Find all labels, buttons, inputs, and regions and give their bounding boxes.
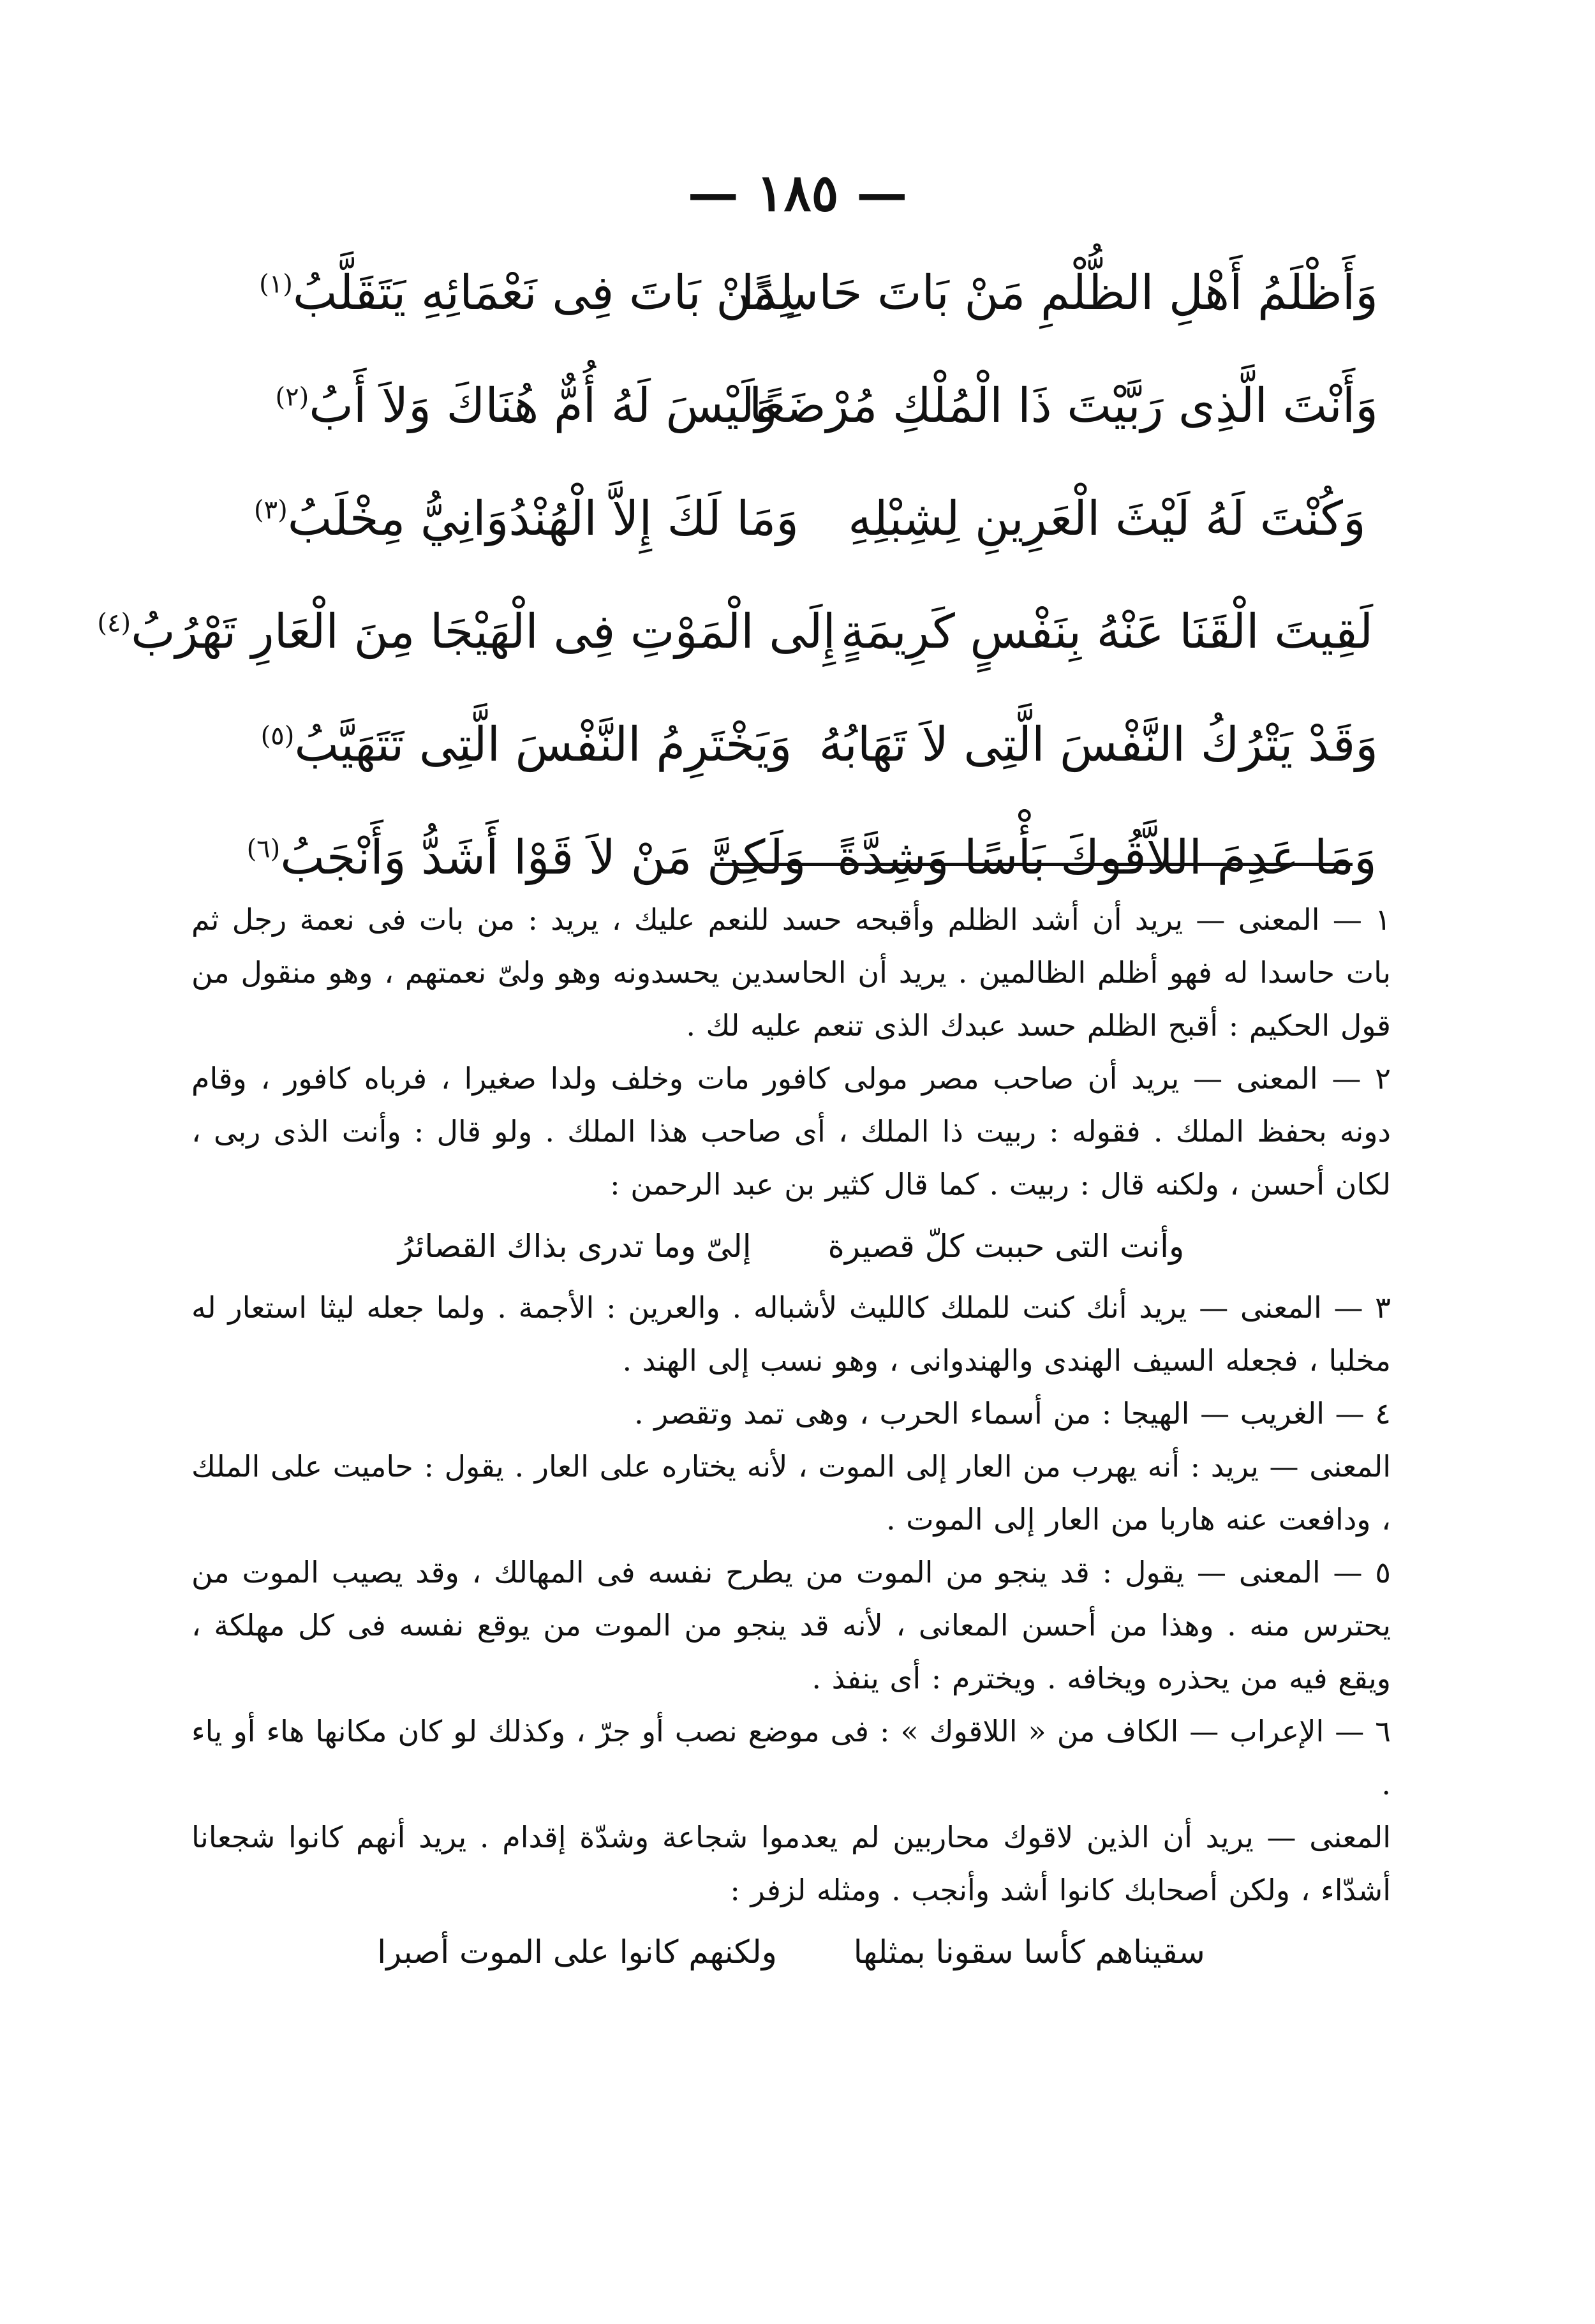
page-number: — ١٨٥ — (687, 163, 908, 223)
footnote-5: ٥ — المعنى — يقول : قد ينجو من الموت من يطرح نفسه فى المهالك ، وقد يصيب الموت من يحترس منه . وهذا من أحسن المعانى ، لأنه قد ينجو من الموت من يوقع نفسه فى كل مهلكة ، ويقع فيه من يحذره ويخافه . ويخترم : أى ينفذ . (191, 1555, 1391, 1695)
verse-6-second-text: وَلَكِنَّ مَنْ لاَ قَوْا أَشَدُّ وَأَنْجَبُ (280, 830, 806, 885)
footnotes (191, 893, 1391, 1987)
verse-4-second-hemistich (97, 604, 836, 659)
footnote-6-quote-second: ولكنهم كانوا على الموت أصبرا (377, 1933, 777, 1970)
footnote-marker-4: (٤) (97, 607, 131, 637)
footnote-6-quote (191, 1917, 1391, 1987)
footnote-2-quote-second: إلىّ وما تدرى بذاك القصائرُ (397, 1228, 752, 1265)
footnote-3: ٣ — المعنى — يريد أنك كنت للملك كالليث لأشباله . والعرين : الأجمة . ولما جعله ليثا استعار له مخلبا ، فجعله السيف الهندى والهندوانى ، وهو نسب إلى الهند . (191, 1290, 1391, 1378)
verse-6-first-hemistich: وَمَا عَدِمَ اللاَّقُوكَ بَأْسًا وَشِدَّةً (837, 830, 1377, 885)
poem-verses (97, 236, 1378, 914)
verse-1-first-hemistich: وَأَظْلَمُ أَهْلِ الظُّلْمِ مَنْ بَاتَ حَاسِدًا (741, 265, 1378, 320)
footnote-divider (715, 863, 1353, 866)
footnote-marker-2: (٢) (275, 382, 309, 412)
verse-1 (217, 236, 1378, 349)
footnote-6-quote-first: سقيناهم كأسا سقونا بمثلها (853, 1933, 1205, 1970)
footnote-marker-5: (٥) (260, 720, 295, 750)
footnote-4-gloss: ٤ — الغريب — الهيجا : من أسماء الحرب ، وهى تمد وتقصر . (634, 1396, 1391, 1431)
verse-4-second-text: إِلَى الْمَوْتِ فِى الْهَيْجَا مِنَ الْعَارِ تَهْرُبُ (131, 604, 836, 659)
footnote-marker-3: (٣) (254, 495, 288, 525)
verse-5 (217, 688, 1378, 801)
verse-5-second-hemistich (217, 717, 836, 772)
footnote-4-meaning: المعنى — يريد : أنه يهرب من العار إلى الموت ، لأنه يختاره على العار . يقول : حاميت على الملك ، ودافعت عنه هاربا من العار إلى الموت . (191, 1449, 1391, 1537)
verse-4 (97, 575, 1378, 688)
footnote-marker-1: (١) (259, 269, 293, 299)
verse-3 (217, 462, 1378, 575)
verse-1-second-text: لِمَنْ بَاتَ فِى نَعْمَائِهِ يَتَقَلَّبُ (292, 265, 794, 320)
footnote-1: ١ — المعنى — يريد أن أشد الظلم وأقبحه حسد للنعم عليك ، يريد : من بات فى نعمة رجل ثم بات حاسدا له فهو أظلم الظالمين . يريد أن الحاسدين يحسدونه وهو ولىّ نعمتهم ، وهو منقول من قول الحكيم : أقبح الظلم حسد عبدك الذى تنعم عليه لك . (191, 902, 1391, 1043)
verse-2 (217, 349, 1378, 462)
footnote-6-meaning: المعنى — يريد أن الذين لاقوك محاربين لم يعدموا شجاعة وشدّة إقدام . يريد أنهم كانوا شجعانا أشدّاء ، ولكن أصحابك كانوا أشد وأنجب . ومثله لزفر : (191, 1820, 1391, 1907)
footnote-2-quote (191, 1211, 1391, 1281)
verse-2-second-hemistich (217, 378, 836, 433)
verse-5-first-hemistich: وَقَدْ يَتْرُكُ النَّفْسَ الَّتِى لاَ تَهَابُهُ (819, 717, 1378, 772)
verse-3-second-hemistich (217, 491, 836, 546)
verse-6-second-hemistich (217, 830, 836, 885)
verse-4-first-hemistich: لَقِيتَ الْقَنَا عَنْهُ بِنَفْسٍ كَرِيمَةٍ (840, 604, 1374, 659)
verse-5-second-text: وَيَخْتَرِمُ النَّفْسَ الَّتِى تَتَهَيَّبُ (294, 717, 792, 772)
footnote-2-quote-first: وأنت التى حببت كلّ قصيرة (827, 1228, 1185, 1265)
footnote-2: ٢ — المعنى — يريد أن صاحب مصر مولى كافور مات وخلف ولدا صغيرا ، فرباه كافور ، وقام دونه بحفظ الملك . فقوله : ربيت ذا الملك ، أى صاحب هذا الملك . ولو قال : وأنت الذى ربى ، لكان أحسن ، ولكنه قال : ربيت . كما قال كثير بن عبد الرحمن : (191, 1061, 1391, 1202)
footnote-marker-6: (٦) (246, 833, 281, 863)
footnote-6-grammar: ٦ — الإعراب — الكاف من « اللاقوك » : فى موضع نصب أو جرّ ، وكذلك لو كان مكانها هاء أو ياء . (191, 1714, 1391, 1801)
verse-2-second-text: وَلَيْسَ لَهُ أُمٌّ هُنَاكَ وَلاَ أَبُ (309, 378, 778, 433)
verse-2-first-hemistich: وَأَنْتَ الَّذِى رَبَّيْتَ ذَا الْمُلْكِ مُرْضَعًا (748, 378, 1378, 433)
verse-1-second-hemistich (217, 265, 836, 320)
verse-3-second-text: وَمَا لَكَ إِلاَّ الْهُنْدُوَانِيُّ مِخْلَبُ (287, 491, 799, 546)
verse-3-first-hemistich: وَكُنْتَ لَهُ لَيْثَ الْعَرِينِ لِشِبْلِهِ (848, 491, 1366, 546)
